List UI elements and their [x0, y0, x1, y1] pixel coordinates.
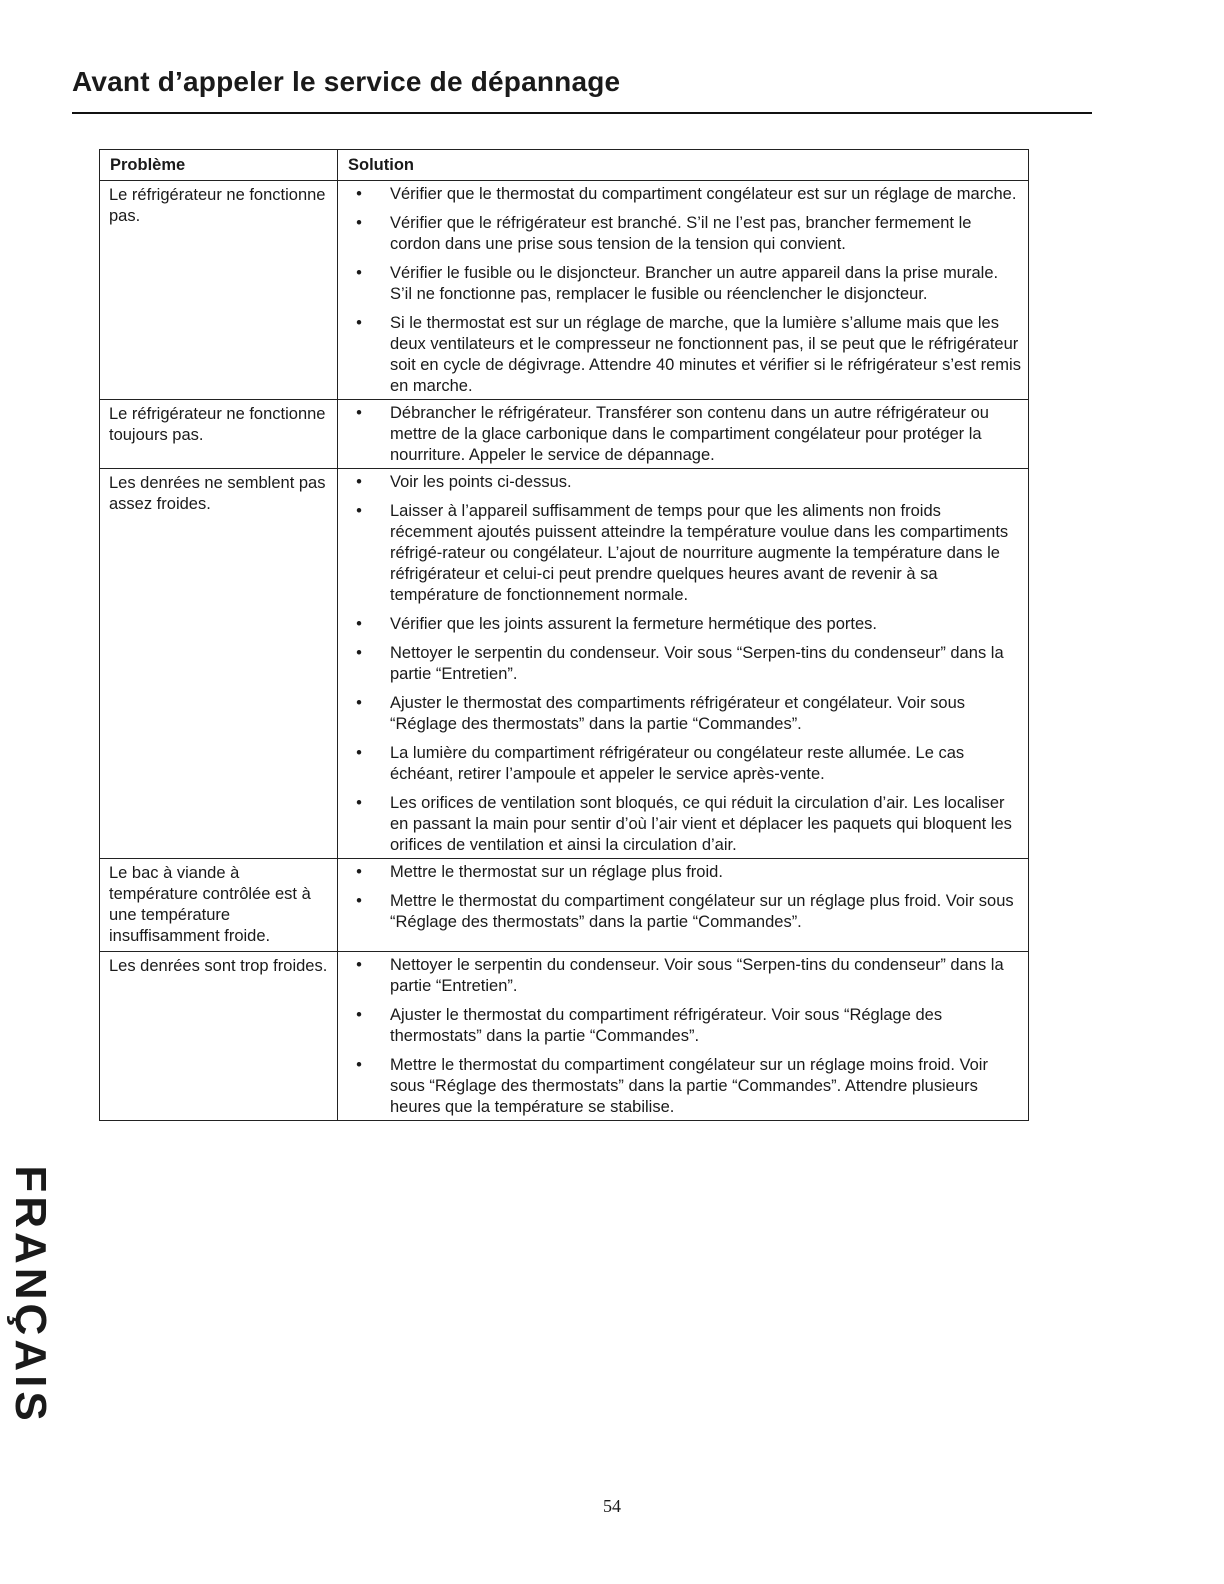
bullet-icon: • — [356, 1056, 362, 1074]
problem-cell: Le réfrigérateur ne fonctionne toujours pas. — [100, 400, 338, 469]
solution-item — [342, 743, 1024, 785]
table-row — [100, 859, 1029, 952]
bullet-icon: • — [356, 1006, 362, 1024]
problem-cell: Les denrées ne semblent pas assez froides. — [100, 469, 338, 859]
solution-item — [342, 614, 1024, 635]
solution-item — [342, 1005, 1024, 1047]
solution-text: Laisser à l’appareil suffisamment de temps pour que les aliments non froids récemment ajoutés puissent atteindre la température voulue dans les compartiments réfrigé-rateur ou congélateur. L’ajout de nourriture augmente la température dans le réfrigérateur et celui-ci peut prendre quelques heures avant de revenir à sa température de fonctionnement normale. — [390, 502, 1009, 604]
solution-text: Mettre le thermostat du compartiment congélateur sur un réglage moins froid. Voir sous “Réglage des thermostats” dans la partie “Commandes”. Attendre plusieurs heures que la température se stabilise. — [390, 1056, 988, 1116]
solution-cell — [338, 952, 1029, 1121]
solution-text: La lumière du compartiment réfrigérateur ou congélateur reste allumée. Le cas échéant, retirer l’ampoule et appeler le service après-vente. — [390, 744, 965, 783]
bullet-icon: • — [356, 744, 362, 762]
problem-cell: Le bac à viande à température contrôlée est à une température insuffisamment froide. — [100, 859, 338, 952]
table-header-row — [100, 150, 1029, 181]
solution-text: Débrancher le réfrigérateur. Transférer son contenu dans un autre réfrigérateur ou mettre de la glace carbonique dans le compartiment congélateur pour protéger la nourriture. Appeler le service de dépannage. — [390, 404, 989, 464]
column-header-solution: Solution — [338, 150, 1029, 181]
solution-text: Vérifier que le réfrigérateur est branché. S’il ne l’est pas, brancher fermement le cordon dans une prise sous tension de la tension qui convient. — [390, 214, 972, 253]
table-row — [100, 952, 1029, 1121]
solution-cell — [338, 859, 1029, 952]
solution-item — [342, 263, 1024, 305]
solution-cell — [338, 469, 1029, 859]
solution-text: Vérifier le fusible ou le disjoncteur. Brancher un autre appareil dans la prise murale. S’il ne fonctionne pas, remplacer le fusible ou réenclencher le disjoncteur. — [390, 264, 999, 303]
solution-cell — [338, 400, 1029, 469]
troubleshooting-table — [99, 149, 1029, 1121]
problem-cell: Le réfrigérateur ne fonctionne pas. — [100, 181, 338, 400]
solution-item — [342, 891, 1024, 933]
language-label: FRANÇAIS — [6, 1165, 55, 1425]
solution-text: Nettoyer le serpentin du condenseur. Voir sous “Serpen-tins du condenseur” dans la partie “Entretien”. — [390, 644, 1004, 683]
bullet-icon: • — [356, 214, 362, 232]
solution-text: Mettre le thermostat sur un réglage plus froid. — [390, 863, 723, 881]
solution-text: Vérifier que les joints assurent la fermeture hermétique des portes. — [390, 615, 877, 633]
problem-cell: Les denrées sont trop froides. — [100, 952, 338, 1121]
solution-item — [342, 1055, 1024, 1118]
solution-list — [342, 955, 1024, 1118]
table-row — [100, 181, 1029, 400]
solution-item — [342, 184, 1024, 205]
solution-list — [342, 184, 1024, 397]
bullet-icon: • — [356, 956, 362, 974]
bullet-icon: • — [356, 473, 362, 491]
solution-list — [342, 403, 1024, 466]
bullet-icon: • — [356, 615, 362, 633]
solution-text: Voir les points ci-dessus. — [390, 473, 572, 491]
solution-list — [342, 862, 1024, 933]
bullet-icon: • — [356, 892, 362, 910]
solution-list — [342, 472, 1024, 856]
solution-item — [342, 955, 1024, 997]
solution-item — [342, 693, 1024, 735]
solution-text: Mettre le thermostat du compartiment congélateur sur un réglage plus froid. Voir sous “Réglage des thermostats” dans la partie “Commandes”. — [390, 892, 1014, 931]
solution-text: Vérifier que le thermostat du compartiment congélateur est sur un réglage de marche. — [390, 185, 1017, 203]
table-row — [100, 400, 1029, 469]
bullet-icon: • — [356, 863, 362, 881]
solution-text: Ajuster le thermostat des compartiments réfrigérateur et congélateur. Voir sous “Réglage des thermostats” dans la partie “Commandes”. — [390, 694, 966, 733]
page-number: 54 — [603, 1496, 621, 1516]
solution-item — [342, 313, 1024, 397]
bullet-icon: • — [356, 502, 362, 520]
bullet-icon: • — [356, 644, 362, 662]
bullet-icon: • — [356, 404, 362, 422]
table-row — [100, 469, 1029, 859]
bullet-icon: • — [356, 264, 362, 282]
bullet-icon: • — [356, 694, 362, 712]
solution-text: Les orifices de ventilation sont bloqués, ce qui réduit la circulation d’air. Les localiser en passant la main pour sentir d’où l’air vient et déplacer les paquets qui bloquent les orifices de ventilation et ainsi la circulation d’air. — [390, 794, 1012, 854]
bullet-icon: • — [356, 794, 362, 812]
solution-item — [342, 472, 1024, 493]
solution-cell — [338, 181, 1029, 400]
solution-item — [342, 213, 1024, 255]
bullet-icon: • — [356, 314, 362, 332]
language-side-tab — [2, 1150, 58, 1440]
solution-item — [342, 862, 1024, 883]
solution-item — [342, 643, 1024, 685]
solution-text: Ajuster le thermostat du compartiment réfrigérateur. Voir sous “Réglage des thermostats” dans la partie “Commandes”. — [390, 1006, 943, 1045]
solution-item — [342, 501, 1024, 606]
page-title: Avant d’appeler le service de dépannage — [72, 66, 621, 97]
title-divider — [72, 112, 1092, 114]
column-header-problem: Problème — [100, 150, 338, 181]
solution-text: Si le thermostat est sur un réglage de marche, que la lumière s’allume mais que les deux ventilateurs et le compresseur ne fonctionnent pas, il se peut que le réfrigérateur soit en cycle de dégivrage. Attendre 40 minutes et vérifier si le réfrigérateur s’est remis en marche. — [390, 314, 1021, 395]
solution-item — [342, 793, 1024, 856]
solution-item — [342, 403, 1024, 466]
bullet-icon: • — [356, 185, 362, 203]
solution-text: Nettoyer le serpentin du condenseur. Voir sous “Serpen-tins du condenseur” dans la partie “Entretien”. — [390, 956, 1004, 995]
